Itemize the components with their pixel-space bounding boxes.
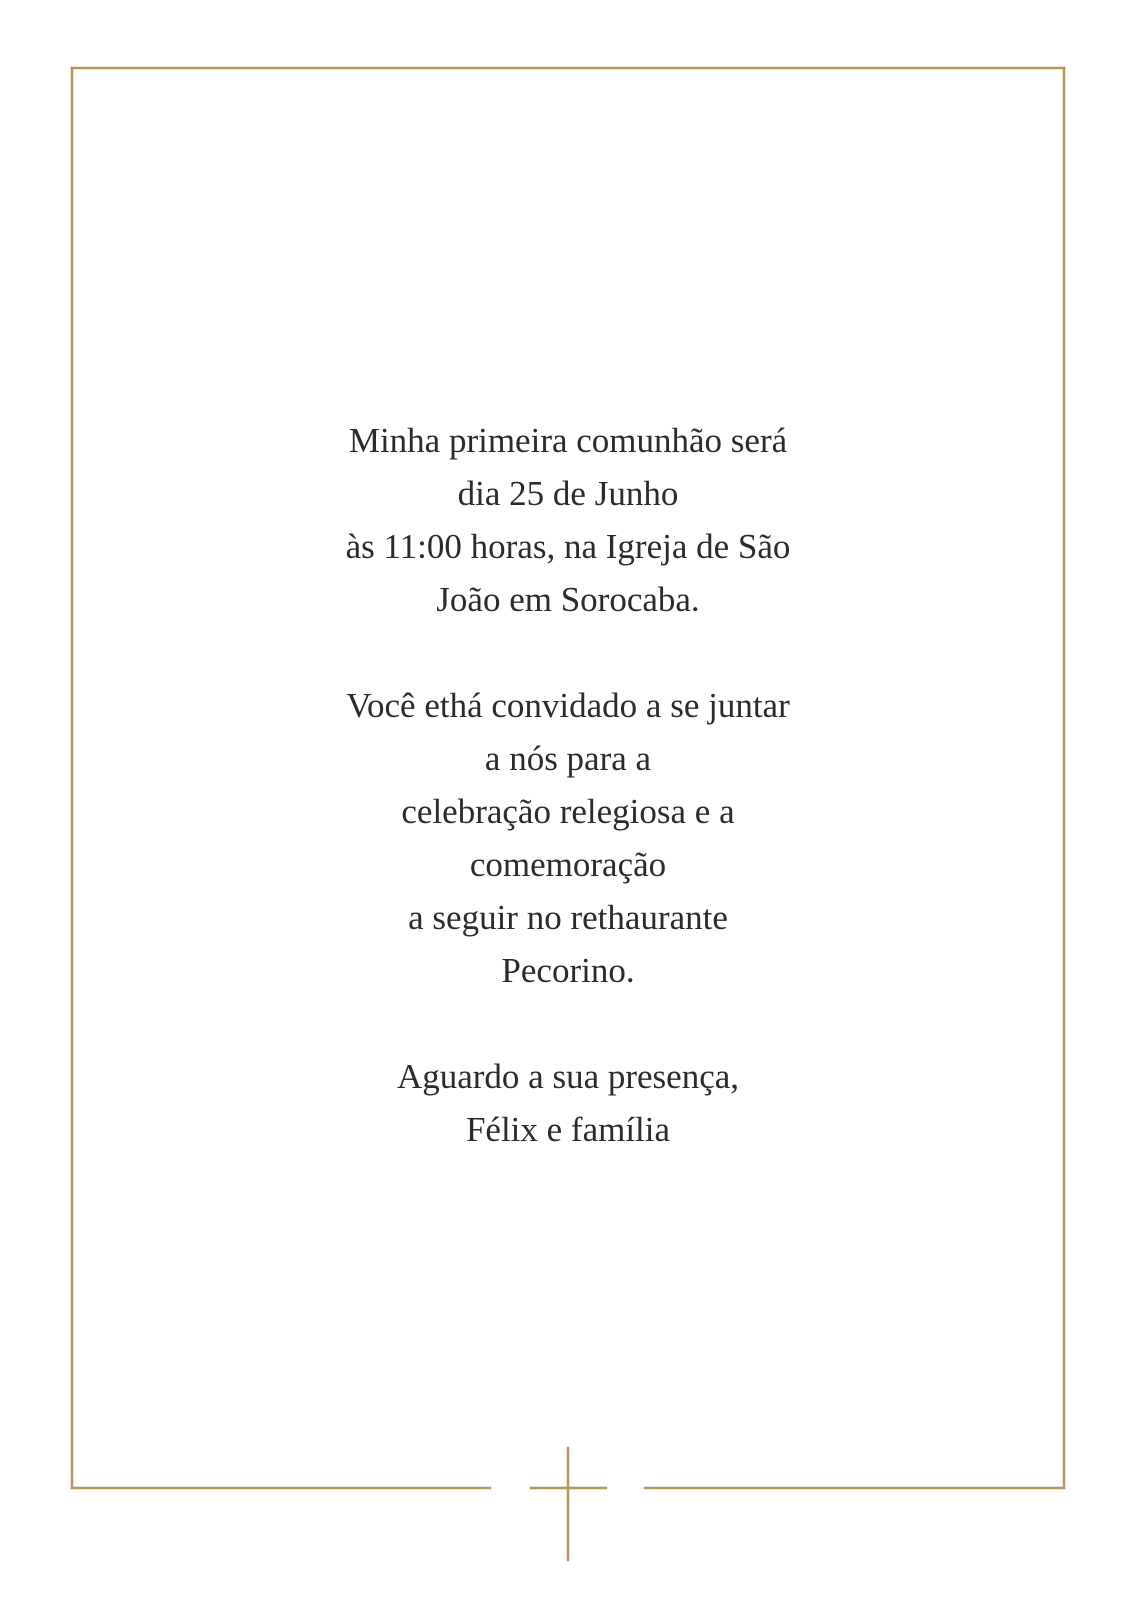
invitation-paragraph-2 xyxy=(218,679,918,997)
invitation-line: a seguir no rethaurante xyxy=(408,898,728,937)
invitation-line: Aguardo a sua presença, xyxy=(396,1057,740,1096)
invitation-paragraph-3 xyxy=(218,1050,918,1156)
invitation-line: comemoração xyxy=(469,845,667,884)
cross-icon xyxy=(531,1448,606,1560)
paragraph-spacer xyxy=(218,626,918,679)
invitation-message xyxy=(218,414,918,1156)
paragraph-spacer xyxy=(218,997,918,1050)
invitation-line: João em Sorocaba. xyxy=(436,580,700,619)
invitation-line: Minha primeira comunhão será xyxy=(348,421,788,460)
invitation-line: a nós para a xyxy=(484,739,652,778)
invitation-line: Você ethá convidado a se juntar xyxy=(346,686,790,725)
invitation-paragraph-1 xyxy=(218,414,918,626)
invitation-line: Pecorino. xyxy=(501,951,635,990)
invitation-line: dia 25 de Junho xyxy=(457,474,679,513)
invitation-line: celebração relegiosa e a xyxy=(401,792,735,831)
invitation-line: às 11:00 horas, na Igreja de São xyxy=(345,527,791,566)
invitation-signature: Félix e família xyxy=(465,1110,671,1149)
